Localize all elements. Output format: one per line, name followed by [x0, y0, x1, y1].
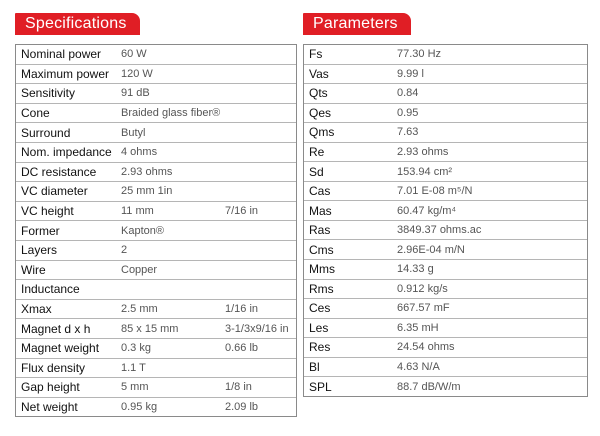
param-label: Res	[309, 340, 331, 355]
param-value: 7.63	[397, 126, 419, 139]
param-row	[304, 162, 587, 182]
spec-row	[16, 182, 296, 202]
spec-label: Sensitivity	[21, 86, 76, 101]
specifications-panel	[15, 13, 297, 417]
spec-value: 2	[121, 244, 128, 257]
spec-value: 0.3 kg	[121, 342, 151, 355]
param-label: Les	[309, 320, 329, 335]
spec-value: 85 x 15 mm	[121, 322, 179, 335]
spec-row	[16, 45, 296, 65]
spec-value: 25 mm 1in	[121, 185, 173, 198]
param-row	[304, 260, 587, 280]
spec-row	[16, 84, 296, 104]
param-value: 0.912 kg/s	[397, 282, 448, 295]
spec-label: VC diameter	[21, 184, 88, 199]
spec-label: Xmax	[21, 302, 52, 317]
spec-row	[16, 104, 296, 124]
param-label: Qms	[309, 125, 335, 140]
spec-imperial-value: 1/16 in	[225, 303, 259, 316]
param-label: Fs	[309, 47, 323, 62]
spec-row	[16, 221, 296, 241]
spec-label: Layers	[21, 243, 58, 258]
param-label: Qts	[309, 86, 328, 101]
spec-label: Magnet d x h	[21, 321, 91, 336]
specifications-table	[15, 44, 297, 417]
param-row	[304, 358, 587, 378]
param-value: 60.47 kg/m⁴	[397, 204, 457, 217]
param-value: 2.96E-04 m/N	[397, 243, 465, 256]
spec-row	[16, 202, 296, 222]
spec-value: 2.5 mm	[121, 303, 158, 316]
spec-value: 1.1 T	[121, 361, 146, 374]
spec-imperial-value: 2.09 lb	[225, 400, 259, 413]
param-label: Sd	[309, 164, 324, 179]
spec-row	[16, 319, 296, 339]
param-value: 6.35 mH	[397, 321, 439, 334]
parameters-tab: Parameters	[303, 13, 411, 35]
param-label: Ras	[309, 223, 331, 238]
spec-row	[16, 261, 296, 281]
spec-value: 60 W	[121, 48, 147, 61]
param-value: 4.63 N/A	[397, 361, 440, 374]
param-value: 0.84	[397, 87, 419, 100]
spec-value: Copper	[121, 263, 158, 276]
param-label: Mas	[309, 203, 332, 218]
spec-value: 0.95 kg	[121, 400, 158, 413]
param-label: Mms	[309, 262, 335, 277]
param-value: 24.54 ohms	[397, 341, 455, 354]
spec-label: Maximum power	[21, 66, 110, 81]
spec-value: 11 mm	[121, 205, 154, 218]
spec-row	[16, 378, 296, 398]
spec-label: Nominal power	[21, 47, 102, 62]
param-row	[304, 84, 587, 104]
spec-label: Inductance	[21, 282, 80, 297]
param-label: Vas	[309, 66, 329, 81]
param-row	[304, 45, 587, 65]
param-row	[304, 221, 587, 241]
parameters-panel	[303, 13, 588, 397]
spec-row	[16, 123, 296, 143]
spec-value: Kapton®	[121, 224, 164, 237]
param-value: 0.95	[397, 106, 419, 119]
spec-value: 120 W	[121, 67, 153, 80]
spec-label: Cone	[21, 106, 50, 121]
param-row	[304, 240, 587, 260]
spec-label: Gap height	[21, 380, 80, 395]
spec-label: Wire	[21, 262, 46, 277]
param-value: 2.93 ohms	[397, 146, 449, 158]
param-value: 667.57 mF	[397, 302, 450, 315]
param-label: Qes	[309, 105, 332, 120]
spec-label: Flux density	[21, 360, 86, 375]
spec-row	[16, 280, 296, 300]
param-label: SPL	[309, 379, 332, 394]
spec-value: Braided glass fiber®	[121, 107, 221, 120]
spec-row	[16, 65, 296, 85]
spec-imperial-value: 0.66 lb	[225, 342, 259, 355]
param-value: 14.33 g	[397, 263, 434, 276]
spec-label: Magnet weight	[21, 341, 100, 356]
param-row	[304, 280, 587, 300]
spec-label: DC resistance	[21, 164, 97, 179]
spec-row	[16, 241, 296, 261]
param-label: Ces	[309, 301, 331, 316]
spec-value: 2.93 ohms	[121, 165, 173, 178]
spec-label: Surround	[21, 125, 71, 140]
spec-imperial-value: 3-1/3x9/16 in	[225, 322, 289, 335]
spec-label: Nom. impedance	[21, 145, 112, 160]
spec-label: Former	[21, 223, 60, 238]
spec-row	[16, 163, 296, 183]
param-row	[304, 319, 587, 339]
param-label: Cms	[309, 242, 334, 257]
param-value: 3849.37 ohms.ac	[397, 224, 482, 237]
param-value: 9.99 l	[397, 67, 424, 80]
param-label: Bl	[309, 360, 320, 375]
spec-row	[16, 339, 296, 359]
spec-row	[16, 143, 296, 163]
param-label: Rms	[309, 281, 334, 296]
param-row	[304, 65, 587, 85]
parameters-table	[303, 44, 588, 397]
spec-value: 5 mm	[121, 381, 149, 394]
spec-label: Net weight	[21, 399, 78, 414]
param-row	[304, 123, 587, 143]
spec-imperial-value: 1/8 in	[225, 381, 252, 394]
param-row	[304, 299, 587, 319]
param-row	[304, 104, 587, 124]
param-value: 77.30 Hz	[397, 48, 442, 61]
spec-row	[16, 359, 296, 379]
spec-row	[16, 398, 296, 417]
param-row	[304, 182, 587, 202]
param-label: Re	[309, 145, 325, 159]
spec-imperial-value: 7/16 in	[225, 205, 259, 218]
spec-label: VC height	[21, 204, 74, 219]
param-row	[304, 201, 587, 221]
specifications-tab: Specifications	[15, 13, 140, 35]
param-row	[304, 338, 587, 358]
param-value: 88.7 dB/W/m	[397, 380, 461, 393]
spec-value: 91 dB	[121, 87, 150, 100]
param-value: 153.94 cm²	[397, 165, 453, 178]
param-label: Cas	[309, 184, 331, 199]
param-row	[304, 143, 587, 163]
spec-row	[16, 300, 296, 320]
param-row	[304, 377, 587, 396]
spec-value: 4 ohms	[121, 146, 158, 159]
spec-value: Butyl	[121, 126, 146, 139]
param-value: 7.01 E-08 m⁵/N	[397, 185, 473, 198]
